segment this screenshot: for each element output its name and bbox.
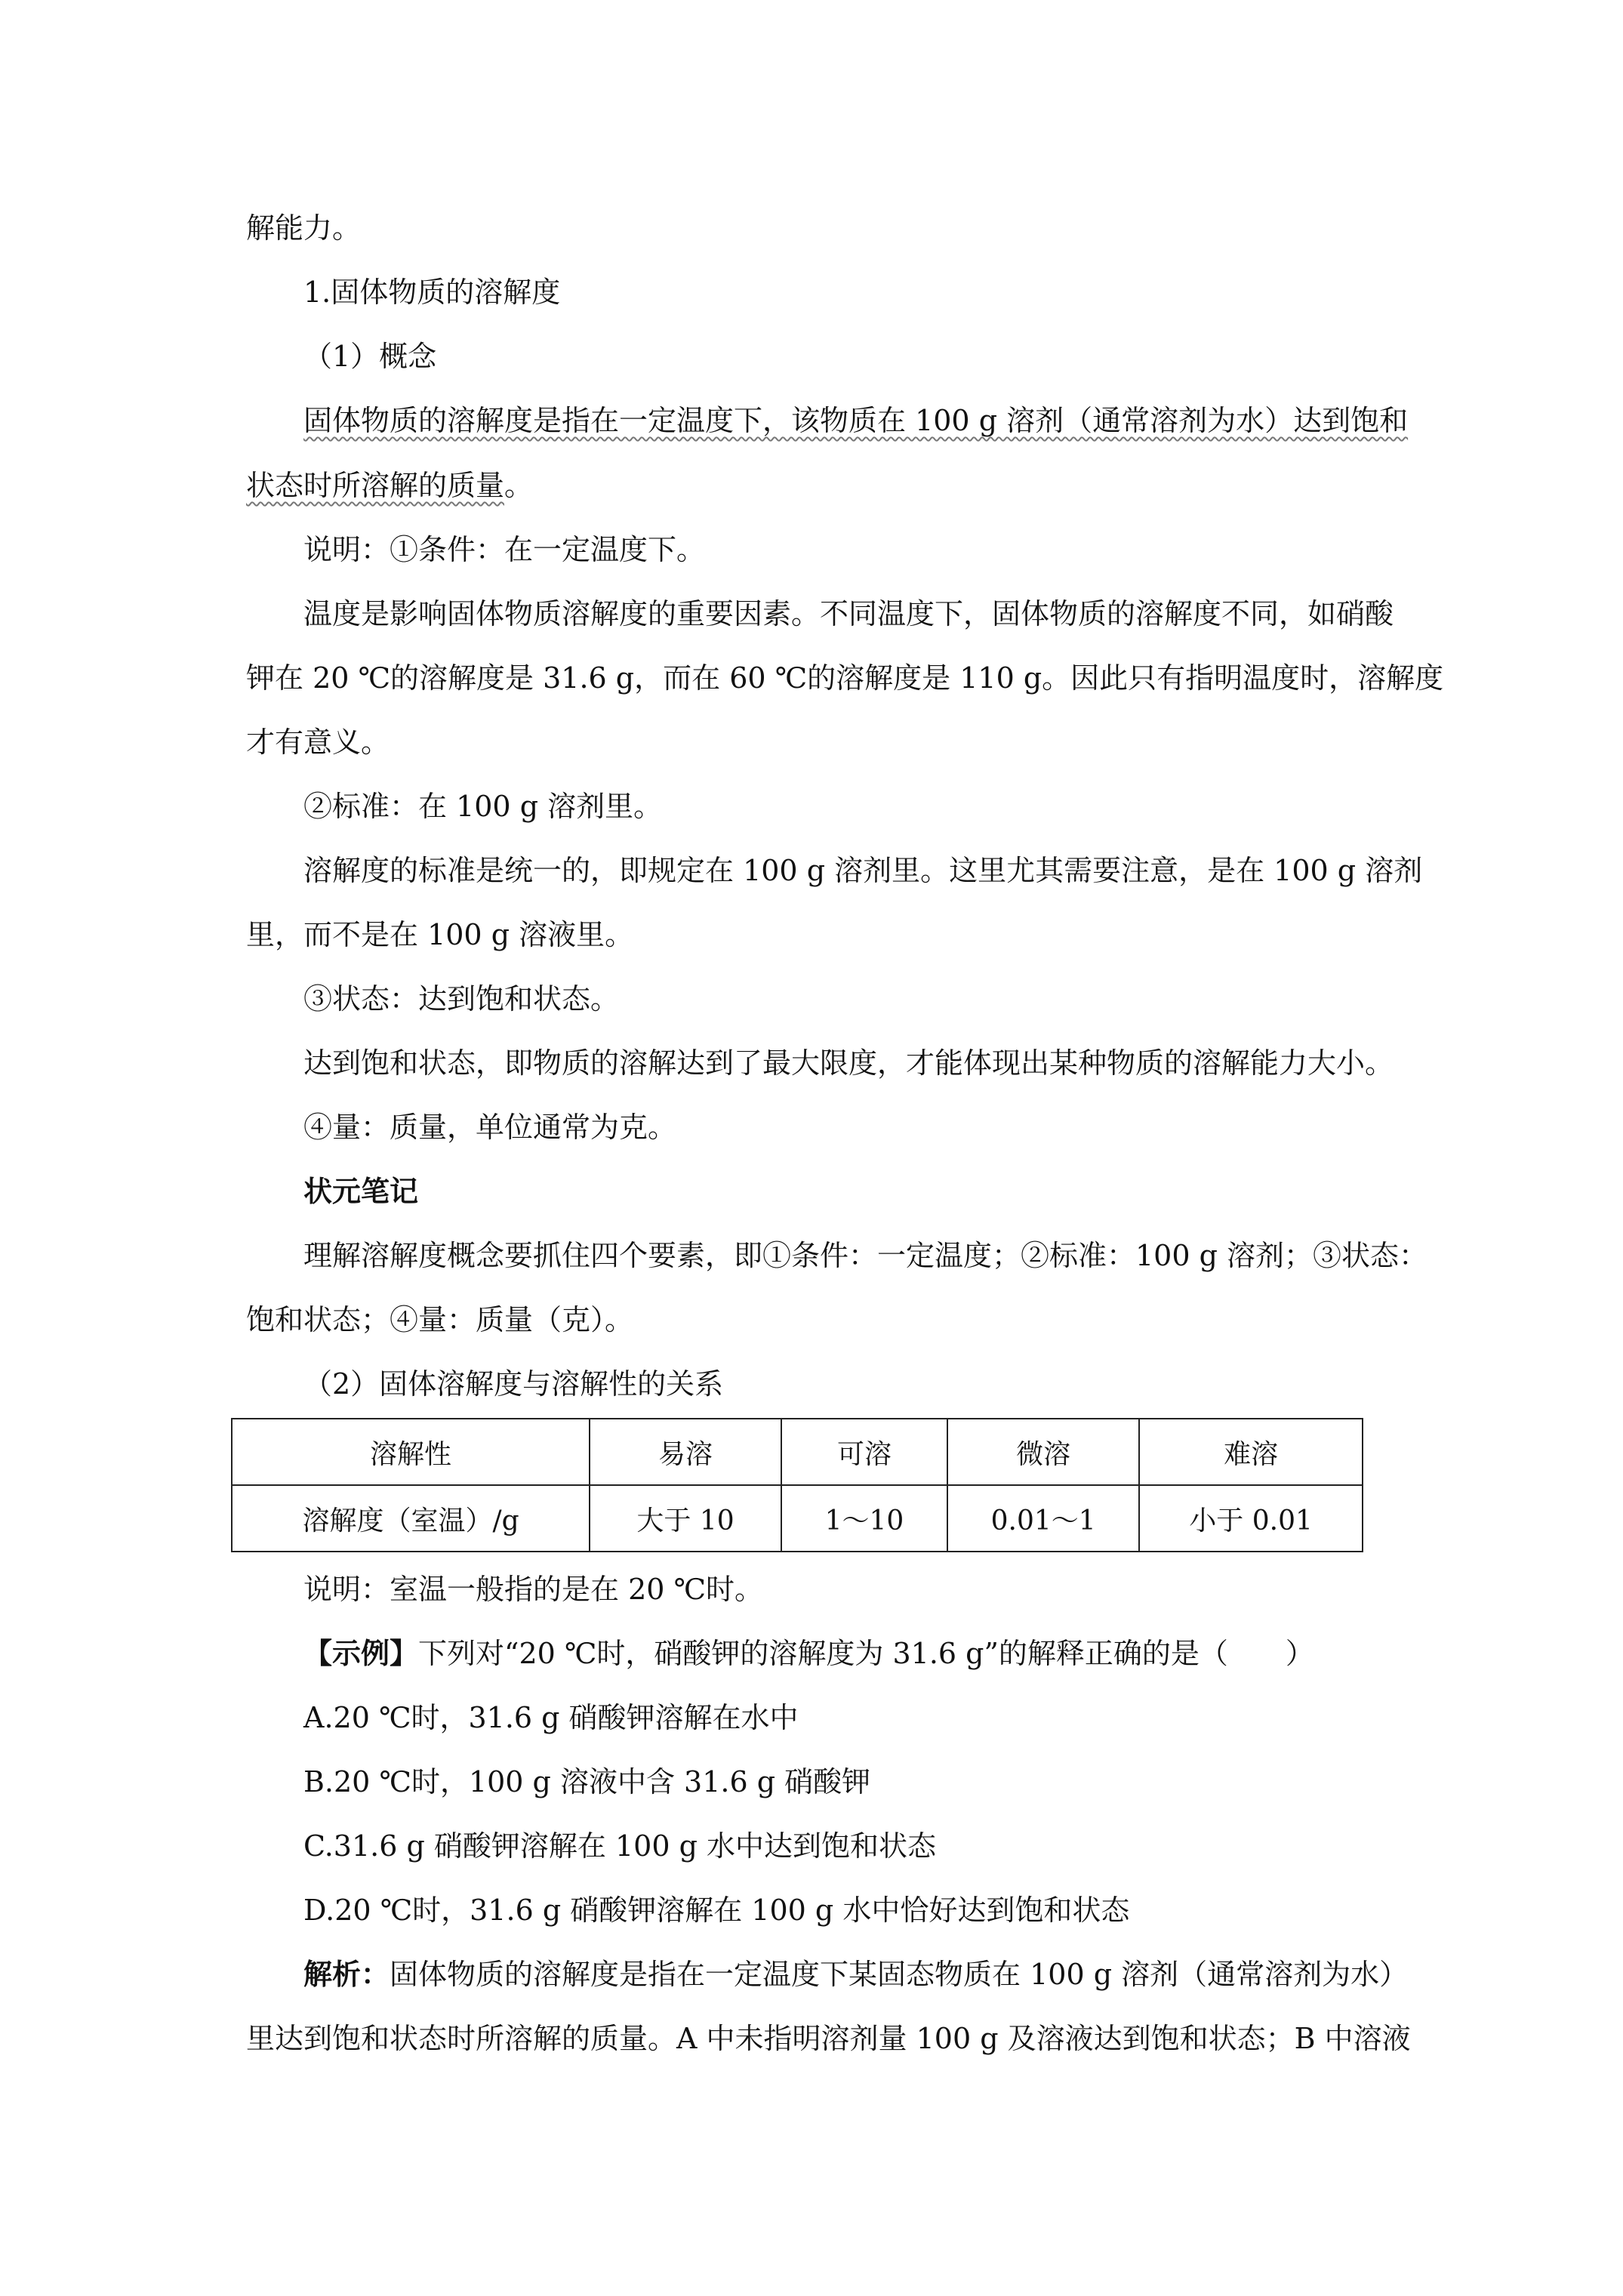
text-line: ②标准：在 100 g 溶剂里。 (303, 790, 663, 823)
text-line: 达到饱和状态，即物质的溶解达到了最大限度，才能体现出某种物质的溶解能力大小。 (303, 1046, 1394, 1080)
text-line: 饱和状态；④量：质量（克）。 (246, 1303, 634, 1336)
table-header-row (232, 1419, 1363, 1485)
option-a: A.20 ℃时，31.6 g 硝酸钾溶解在水中 (303, 1701, 799, 1734)
table-cell: 微溶 (947, 1419, 1139, 1485)
example-question (303, 1635, 1466, 1672)
text-line: 温度是影响固体物质溶解度的重要因素。不同温度下，固体物质的溶解度不同，如硝酸 (303, 597, 1394, 630)
punctuation: 。 (504, 469, 534, 502)
option-d: D.20 ℃时，31.6 g 硝酸钾溶解在 100 g 水中恰好达到饱和状态 (303, 1894, 1130, 1927)
table-row (232, 1485, 1363, 1552)
text-line: 解能力。 (246, 211, 362, 245)
text-line: ③状态：达到饱和状态。 (303, 982, 620, 1015)
analysis-line (303, 1955, 1466, 1993)
text-line: 说明：①条件：在一定温度下。 (303, 533, 706, 566)
table-cell: 易溶 (590, 1419, 781, 1485)
analysis-label: 解析： (303, 1958, 390, 1991)
table-cell: 溶解度（室温）/g (232, 1485, 590, 1552)
option-b: B.20 ℃时，100 g 溶液中含 31.6 g 硝酸钾 (303, 1765, 871, 1798)
note-heading: 状元笔记 (303, 1175, 419, 1208)
solubility-table (231, 1418, 1363, 1552)
table-cell: 0.01～1 (947, 1485, 1139, 1552)
text-line: 溶解度的标准是统一的，即规定在 100 g 溶剂里。这里尤其需要注意，是在 100 g 溶剂 (303, 854, 1423, 887)
definition-line (303, 402, 1466, 439)
example-label: 【示例】 (303, 1637, 419, 1670)
definition-underlined-text: 固体物质的溶解度是指在一定温度下，该物质在 100 g 溶剂（通常溶剂为水）达到饱和 (303, 404, 1409, 437)
subsection-heading: （2）固体溶解度与溶解性的关系 (303, 1367, 724, 1401)
table-cell: 小于 0.01 (1139, 1485, 1363, 1552)
text-line: 里达到饱和状态时所溶解的质量。A 中未指明溶剂量 100 g 及溶液达到饱和状态；B 中溶液 (246, 2022, 1411, 2055)
question-text: 下列对“20 ℃时，硝酸钾的溶解度为 31.6 g”的解释正确的是（ ） (418, 1637, 1314, 1670)
definition-line (246, 467, 1409, 504)
table-cell: 难溶 (1139, 1419, 1363, 1485)
text-line: 才有意义。 (246, 726, 390, 759)
section-heading: 1.固体物质的溶解度 (303, 276, 561, 309)
subsection-heading: （1）概念 (303, 340, 437, 373)
table-cell: 可溶 (781, 1419, 947, 1485)
text-line: 钾在 20 ℃的溶解度是 31.6 g，而在 60 ℃的溶解度是 110 g。因此只有指明温度时，溶解度 (246, 661, 1444, 695)
text-line: 理解溶解度概念要抓住四个要素，即①条件：一定温度；②标准：100 g 溶剂；③状态： (303, 1239, 1428, 1272)
option-c: C.31.6 g 硝酸钾溶解在 100 g 水中达到饱和状态 (303, 1829, 936, 1863)
text-line: 说明：室温一般指的是在 20 ℃时。 (303, 1573, 764, 1606)
definition-underlined-text: 状态时所溶解的质量 (246, 469, 505, 502)
analysis-text: 固体物质的溶解度是指在一定温度下某固态物质在 100 g 溶剂（通常溶剂为水） (390, 1958, 1409, 1991)
table-cell: 1～10 (781, 1485, 947, 1552)
table-cell: 大于 10 (590, 1485, 781, 1552)
text-line: ④量：质量，单位通常为克。 (303, 1111, 677, 1144)
text-line: 里，而不是在 100 g 溶液里。 (246, 918, 634, 951)
table-cell: 溶解性 (232, 1419, 590, 1485)
